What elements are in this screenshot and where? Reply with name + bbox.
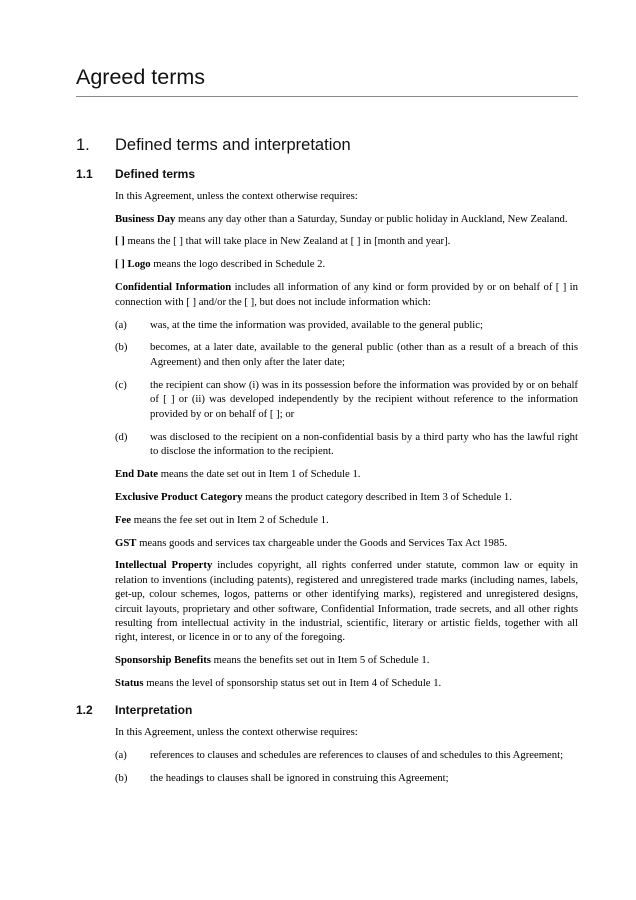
defined-term: Exclusive Product Category: [115, 490, 243, 503]
section-heading-text: Defined terms and interpretation: [115, 135, 351, 154]
definition-exclusive-product-category: [115, 490, 578, 504]
list-item-d: [115, 430, 578, 459]
definition-text: means any day other than a Saturday, Sunday or public holiday in Auckland, New Zealand.: [175, 212, 568, 225]
defined-term: [ ]: [115, 235, 125, 248]
clause-label: (b): [115, 771, 128, 784]
page-title: Agreed terms: [76, 66, 578, 97]
section-number: 1.: [76, 135, 90, 154]
defined-term: Business Day: [115, 212, 176, 225]
subsection-number: 1.2: [76, 702, 93, 717]
definition-intellectual-property: [115, 558, 578, 644]
definition-logo: [115, 257, 578, 271]
defined-term: Sponsorship Benefits: [115, 654, 211, 667]
definition-text: means goods and services tax chargeable under the Goods and Services Tax Act 1985.: [136, 536, 508, 549]
definition-text: means the benefits set out in Item 5 of Schedule 1.: [210, 654, 430, 667]
list-item-b: [115, 771, 578, 785]
intro-paragraph: In this Agreement, unless the context otherwise requires:: [115, 189, 358, 202]
definition-status: [115, 676, 578, 690]
definition-text: means the logo described in Schedule 2.: [150, 258, 326, 271]
clause-label: (a): [115, 748, 127, 761]
definition-event: [115, 234, 578, 248]
clause-text: the headings to clauses shall be ignored in construing this Agreement;: [150, 771, 449, 784]
definition-text: means the product category described in Item 3 of Schedule 1.: [242, 490, 512, 503]
definition-end-date: [115, 467, 578, 481]
defined-term: Confidential Information: [115, 281, 232, 294]
list-item-a: [115, 318, 578, 332]
definition-text: means the level of sponsorship status set out in Item 4 of Schedule 1.: [143, 677, 442, 690]
clause-label: (b): [115, 341, 128, 354]
definition-text: means the date set out in Item 1 of Schedule 1.: [158, 467, 361, 480]
defined-terms-body: [115, 189, 578, 691]
defined-term: Fee: [115, 513, 132, 526]
clause-text: references to clauses and schedules are references to clauses of and schedules to this Agreement;: [150, 748, 564, 761]
definition-text: means the [ ] that will take place in New Zealand at [ ] in [month and year].: [124, 235, 451, 248]
subsection-number: 1.1: [76, 166, 93, 181]
clause-label: (c): [115, 378, 127, 391]
definition-text: means the fee set out in Item 2 of Schedule 1.: [131, 513, 329, 526]
section-1-heading: [76, 135, 578, 155]
clause-text: becomes, at a later date, available to the general public (other than as a result of a breach of this Agreement) and then only after the later date;: [150, 341, 578, 368]
defined-term: GST: [115, 536, 137, 549]
definition-fee: [115, 513, 578, 527]
definition-sponsorship-benefits: [115, 653, 578, 667]
definition-confidential-information: [115, 280, 578, 309]
subsection-heading-text: Interpretation: [115, 702, 193, 717]
definition-text: includes copyright, all rights conferred under statute, common law or equity in relation to inventions (including patents), registered and unregistered trade marks (including names, labels, get-up, colour schemes, logos, patterns or other identifying marks), registered and unregistered designs, circuit layouts, proprietary and other software, Confidential Information, trade secrets, and all other rights resulting from intellectual activity in the industrial, scientific, literary or artistic fields, together with all right, interest, or licence in or to any of the foregoing.: [115, 559, 578, 644]
defined-term: Intellectual Property: [115, 559, 213, 572]
intro-paragraph: In this Agreement, unless the context otherwise requires:: [115, 725, 358, 738]
list-item-a: [115, 748, 578, 762]
subsection-1-2-heading: [76, 703, 578, 718]
interpretation-body: [115, 725, 578, 785]
subsection-heading-text: Defined terms: [115, 166, 196, 181]
clause-text: was, at the time the information was provided, available to the general public;: [150, 318, 483, 331]
definition-gst: [115, 536, 578, 550]
list-item-b: [115, 340, 578, 369]
definition-text: includes all information of any kind or form provided by or on behalf of [ ] in connection with [ ] and/or the [ ], but does not include information which:: [115, 281, 578, 308]
clause-label: (d): [115, 430, 128, 443]
defined-term: Status: [115, 677, 144, 690]
clause-text: was disclosed to the recipient on a non-confidential basis by a third party who has the lawful right to disclose the information to the recipient.: [150, 430, 578, 457]
subsection-1-1-heading: [76, 167, 578, 182]
clause-label: (a): [115, 318, 127, 331]
clause-text: the recipient can show (i) was in its possession before the information was provided by or on behalf of [ ] or (ii) was developed independently by the recipient without reference to the information provided by or on behalf of [ ]; or: [150, 378, 578, 420]
defined-term: End Date: [115, 467, 159, 480]
defined-term: [ ] Logo: [115, 258, 151, 271]
definition-business-day: [115, 212, 578, 226]
list-item-c: [115, 378, 578, 421]
